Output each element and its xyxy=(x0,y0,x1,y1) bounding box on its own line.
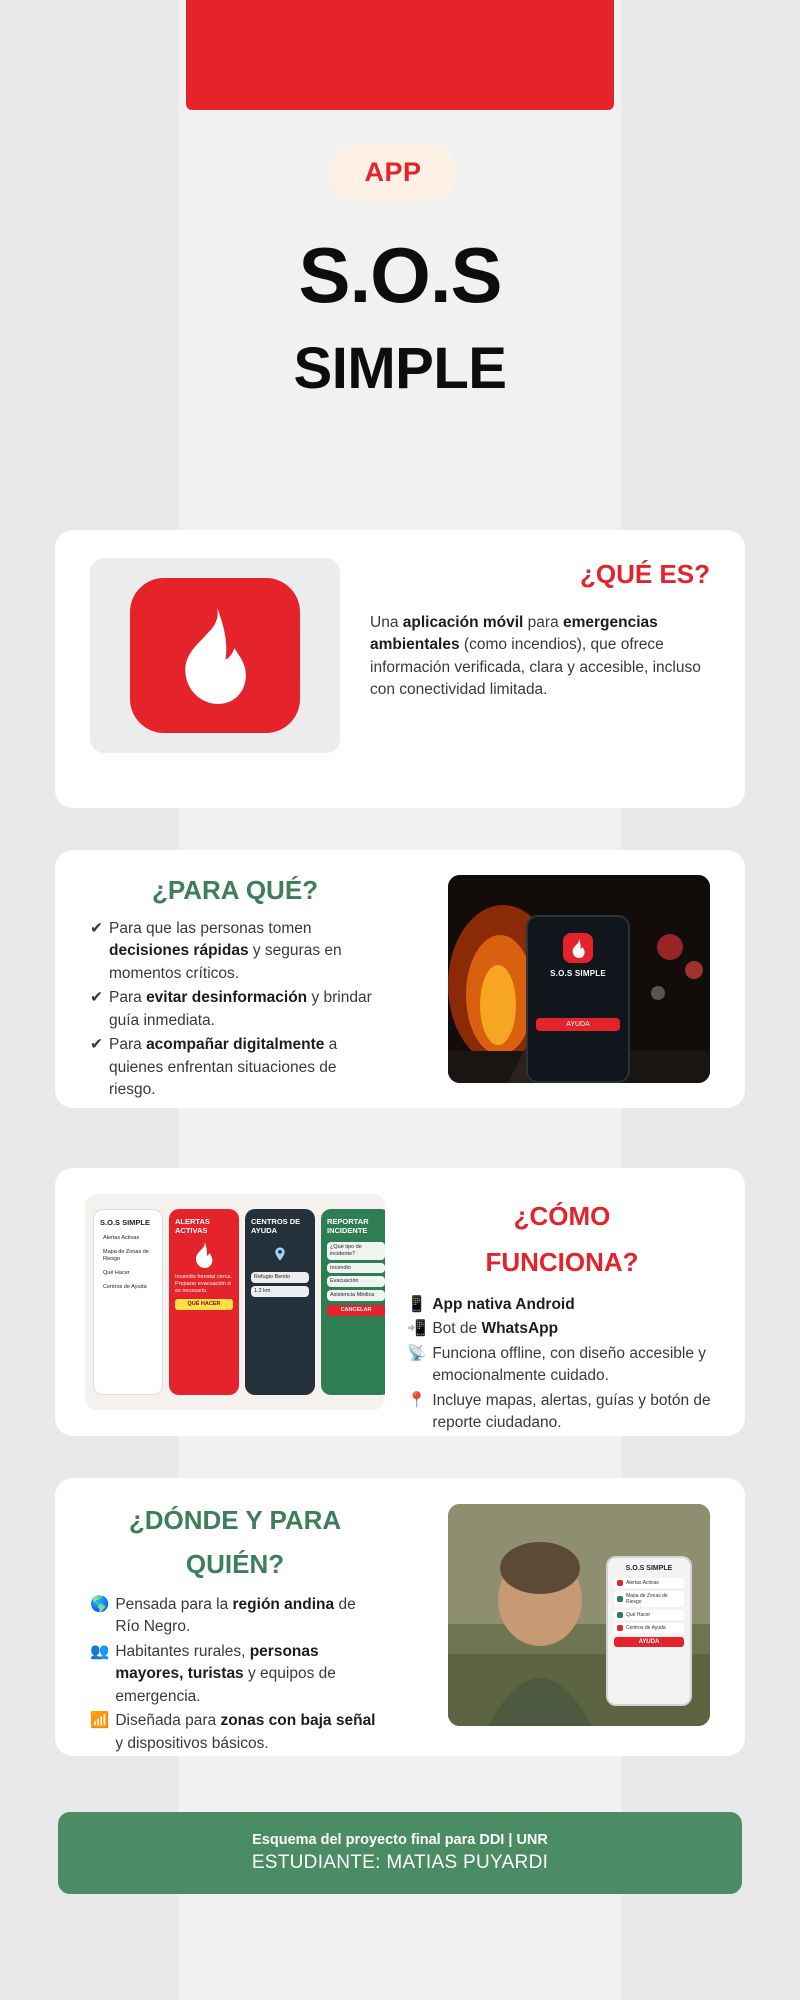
bullet-item xyxy=(407,1318,717,1340)
phone-help-button[interactable]: AYUDA xyxy=(536,1018,620,1031)
screen-item[interactable]: Refugio Benito xyxy=(251,1272,309,1283)
phone-app-name: S.O.S SIMPLE xyxy=(550,969,606,978)
item-dot-icon xyxy=(617,1580,623,1586)
card1-text-column xyxy=(370,560,710,702)
bullet-item xyxy=(407,1343,717,1388)
phone-app-icon xyxy=(563,933,593,963)
flame-icon-small xyxy=(571,939,586,958)
bullet-item xyxy=(407,1390,717,1435)
card4-heading-line2: QUIÉN? xyxy=(185,1548,285,1579)
card2-heading: ¿PARA QUÉ? xyxy=(151,875,319,905)
card3-text-column xyxy=(407,1202,717,1437)
bullet-icon: 📍 xyxy=(407,1391,427,1409)
screen-help-items xyxy=(251,1272,309,1297)
screen-item[interactable]: Centros de Ayuda xyxy=(100,1282,156,1293)
screen-item[interactable]: 1.2 km xyxy=(251,1286,309,1297)
card4-text-column xyxy=(90,1506,380,1757)
bullet-icon: 📡 xyxy=(407,1344,427,1362)
item-label: Qué Hacer xyxy=(626,1611,651,1618)
phone-mockup-field xyxy=(606,1556,692,1706)
screen-item[interactable]: Alertas Activas xyxy=(100,1233,156,1244)
card-how-it-works xyxy=(55,1168,745,1436)
card-what-is-it xyxy=(55,530,745,808)
bullet-icon: 📶 xyxy=(90,1712,110,1730)
bullet-icon: ✔ xyxy=(90,919,103,937)
phone4-item[interactable] xyxy=(614,1578,684,1588)
bullet-icon: 👥 xyxy=(90,1642,110,1660)
bullet-icon: ✔ xyxy=(90,989,103,1007)
item-dot-icon xyxy=(617,1612,623,1618)
card4-heading-line1: ¿DÓNDE Y PARA xyxy=(128,1505,342,1535)
footer-line1: Esquema del proyecto final para DDI | UNR xyxy=(252,1832,548,1848)
bullet-item xyxy=(90,1641,380,1708)
phone-mockup-fire xyxy=(526,915,630,1083)
map-pin-icon xyxy=(272,1246,288,1262)
screen-help-centers xyxy=(245,1209,315,1395)
screen-alerts xyxy=(169,1209,239,1395)
card4-bullets xyxy=(90,1594,380,1755)
screen-item[interactable]: Asistencia Médica xyxy=(327,1290,385,1301)
bullet-icon: 📱 xyxy=(407,1295,427,1313)
bullet-item xyxy=(90,918,380,985)
screen-item[interactable]: ¿Qué tipo de incidente? xyxy=(327,1242,385,1260)
flame-icon xyxy=(178,608,252,704)
screen-home-items xyxy=(100,1233,156,1292)
bullet-item xyxy=(90,1594,380,1639)
card1-heading: ¿QUÉ ES? xyxy=(579,559,710,589)
phone4-help-button[interactable]: AYUDA xyxy=(614,1637,684,1647)
bullet-text: Funciona offline, con diseño accesible y emocionalmente cuidado. xyxy=(432,1344,707,1385)
app-badge xyxy=(329,143,457,201)
bullet-item xyxy=(90,987,380,1032)
card1-paragraph: Una aplicación móvil para emergencias ambientales (como incendios), que ofrece información verificada, clara y accesible, incluso con conectividad limitada. xyxy=(370,613,701,699)
phone4-item[interactable] xyxy=(614,1610,684,1620)
screen-alerts-button[interactable]: QUÉ HACER xyxy=(175,1299,233,1310)
phone-screens-row xyxy=(85,1194,385,1410)
bullet-text: Para evitar desinformación y brindar guía inmediata. xyxy=(109,989,372,1029)
footer-line2: ESTUDIANTE: MATIAS PUYARDI xyxy=(251,1852,549,1873)
bullet-icon: 📲 xyxy=(407,1320,427,1338)
card2-bullets xyxy=(90,918,380,1102)
card-what-for xyxy=(55,850,745,1108)
header-red-block xyxy=(186,0,614,110)
card-where-and-who xyxy=(55,1478,745,1756)
bullet-text: Para que las personas tomen decisiones rápidas y seguras en momentos críticos. xyxy=(109,919,342,982)
screen-home xyxy=(93,1209,163,1395)
screen-report-button[interactable]: CANCELAR xyxy=(327,1305,385,1316)
screen-item[interactable]: Evacuación xyxy=(327,1276,385,1287)
screen-report-title: REPORTAR INCIDENTE xyxy=(327,1217,369,1236)
card2-photo xyxy=(448,875,710,1083)
card2-text-column xyxy=(90,876,380,1104)
bullet-text: Bot de WhatsApp xyxy=(432,1320,559,1338)
screen-alerts-title: ALERTAS ACTIVAS xyxy=(175,1217,210,1236)
screen-report xyxy=(321,1209,385,1395)
footer-bar xyxy=(58,1812,742,1894)
phone4-item[interactable] xyxy=(614,1623,684,1633)
app-logo-tile xyxy=(130,578,300,733)
card3-heading-line1: ¿CÓMO xyxy=(513,1201,611,1231)
screen-report-items xyxy=(327,1242,385,1301)
bullet-text: Pensada para la región andina de Río Negro. xyxy=(115,1595,356,1636)
screen-item[interactable]: Incendio xyxy=(327,1263,385,1274)
bullet-icon: ✔ xyxy=(90,1036,103,1054)
screen-home-title: S.O.S SIMPLE xyxy=(100,1218,151,1227)
flame-icon-alert xyxy=(194,1242,214,1268)
app-logo-container xyxy=(90,558,340,753)
card3-heading-line2: FUNCIONA? xyxy=(485,1246,639,1277)
bullet-text: Incluye mapas, alertas, guías y botón de reporte ciudadano. xyxy=(432,1391,711,1432)
screen-item[interactable]: Qué Hacer xyxy=(100,1268,156,1279)
item-label: Mapa de Zonas de Riesgo xyxy=(626,1592,668,1605)
screen-help-title: CENTROS DE AYUDA xyxy=(251,1217,301,1236)
screen-text: Incendio forestal cerca. Preparar evacuación si es necesario. xyxy=(175,1273,232,1295)
card4-photo xyxy=(448,1504,710,1726)
bullet-text: Para acompañar digitalmente a quienes enfrentan situaciones de riesgo. xyxy=(109,1036,338,1099)
bullet-text: Diseñada para zonas con baja señal y dispositivos básicos. xyxy=(115,1712,376,1752)
bullet-item xyxy=(90,1034,380,1101)
bullet-text: App nativa Android xyxy=(432,1295,575,1313)
bullet-icon: 🌎 xyxy=(90,1595,110,1613)
bullet-text: Habitantes rurales, personas mayores, turistas y equipos de emergencia. xyxy=(115,1642,336,1705)
bullet-item xyxy=(90,1710,380,1755)
screen-alerts-items xyxy=(175,1274,233,1295)
item-dot-icon xyxy=(617,1596,623,1602)
card3-screens-strip xyxy=(85,1194,385,1410)
screen-item[interactable]: Mapa de Zonas de Riesgo xyxy=(100,1247,156,1265)
page-title-line2: SIMPLE xyxy=(293,336,507,401)
phone4-item[interactable] xyxy=(614,1591,684,1607)
item-dot-icon xyxy=(617,1625,623,1631)
phone4-title: S.O.S SIMPLE xyxy=(625,1565,673,1572)
page-title-line1: S.O.S xyxy=(298,231,502,319)
app-badge-label: APP xyxy=(364,156,422,187)
bullet-item xyxy=(407,1294,717,1316)
card3-bullets xyxy=(407,1294,717,1435)
item-label: Centros de Ayuda xyxy=(626,1624,666,1631)
item-label: Alertas Activas xyxy=(626,1579,659,1586)
phone4-items xyxy=(614,1578,684,1633)
